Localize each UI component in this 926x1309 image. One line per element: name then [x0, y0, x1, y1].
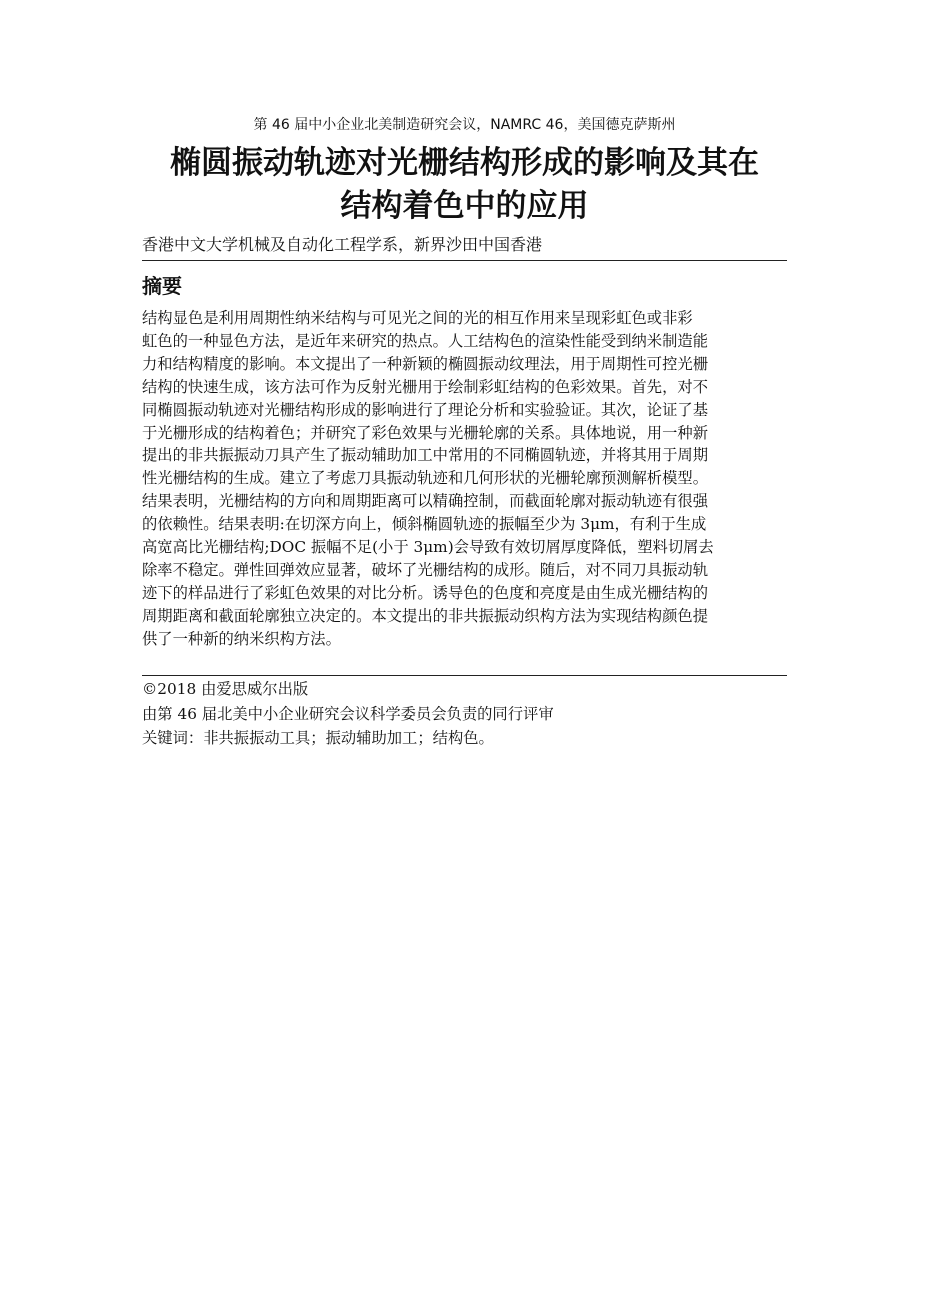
abstract-line: 结构的快速生成，该方法可作为反射光栅用于绘制彩虹结构的色彩效果。首先，对不 — [142, 377, 708, 396]
divider-bottom — [142, 675, 787, 676]
abstract-line: 虹色的一种显色方法，是近年来研究的热点。人工结构色的渲染性能受到纳米制造能 — [142, 331, 708, 350]
paper-title — [122, 142, 807, 228]
paper-title-line-1: 椭圆振动轨迹对光栅结构形成的影响及其在 — [170, 145, 759, 181]
abstract-line: 迹下的样品进行了彩虹色效果的对比分析。诱导色的色度和亮度是由生成光栅结构的 — [142, 583, 708, 602]
abstract-line: 高宽高比光栅结构;DOC 振幅不足(小于 3μm)会导致有效切屑厚度降低，塑料切屑去 — [142, 538, 714, 557]
abstract-line: 力和结构精度的影响。本文提出了一种新颖的椭圆振动纹理法，用于周期性可控光栅 — [142, 354, 708, 373]
peer-review-notice: 由第 46 届北美中小企业研究会议科学委员会负责的同行评审 — [142, 705, 554, 723]
paper-title-line-2: 结构着色中的应用 — [340, 188, 589, 224]
conference-header: 第 46 届中小企业北美制造研究会议，NAMRC 46，美国德克萨斯州 — [253, 117, 676, 133]
abstract-line: 的依赖性。结果表明:在切深方向上，倾斜椭圆轨迹的振幅至少为 3μm，有利于生成 — [142, 515, 707, 534]
abstract-line: 周期距离和截面轮廓独立决定的。本文提出的非共振振动织构方法为实现结构颜色提 — [142, 606, 708, 625]
abstract-body — [142, 307, 787, 651]
copyright-notice: ©2018 由爱思威尔出版 — [142, 680, 309, 698]
abstract-line: 除率不稳定。弹性回弹效应显著，破坏了光栅结构的成形。随后，对不同刀具振动轨 — [142, 560, 708, 579]
abstract-line: 于光栅形成的结构着色；并研究了彩色效果与光栅轮廓的关系。具体地说，用一种新 — [142, 423, 708, 442]
abstract-line: 提出的非共振振动刀具产生了振动辅助加工中常用的不同椭圆轨迹，并将其用于周期 — [142, 446, 708, 465]
abstract-line: 同椭圆振动轨迹对光栅结构形成的影响进行了理论分析和实验验证。其次，论证了基 — [142, 400, 708, 419]
abstract-line: 结构显色是利用周期性纳米结构与可见光之间的光的相互作用来呈现彩虹色或非彩 — [142, 309, 693, 327]
abstract-line: 结果表明，光栅结构的方向和周期距离可以精确控制，而截面轮廓对振动轨迹有很强 — [142, 492, 708, 511]
divider-top — [142, 260, 787, 261]
abstract-line: 供了一种新的纳米织构方法。 — [142, 629, 341, 648]
abstract-heading: 摘要 — [142, 274, 182, 298]
author-affiliation: 香港中文大学机械及自动化工程学系，新界沙田中国香港 — [142, 235, 543, 254]
keywords: 关键词：非共振振动工具；振动辅助加工；结构色。 — [142, 729, 494, 747]
abstract-line: 性光栅结构的生成。建立了考虑刀具振动轨迹和几何形状的光栅轮廓预测解析模型。 — [142, 469, 708, 488]
